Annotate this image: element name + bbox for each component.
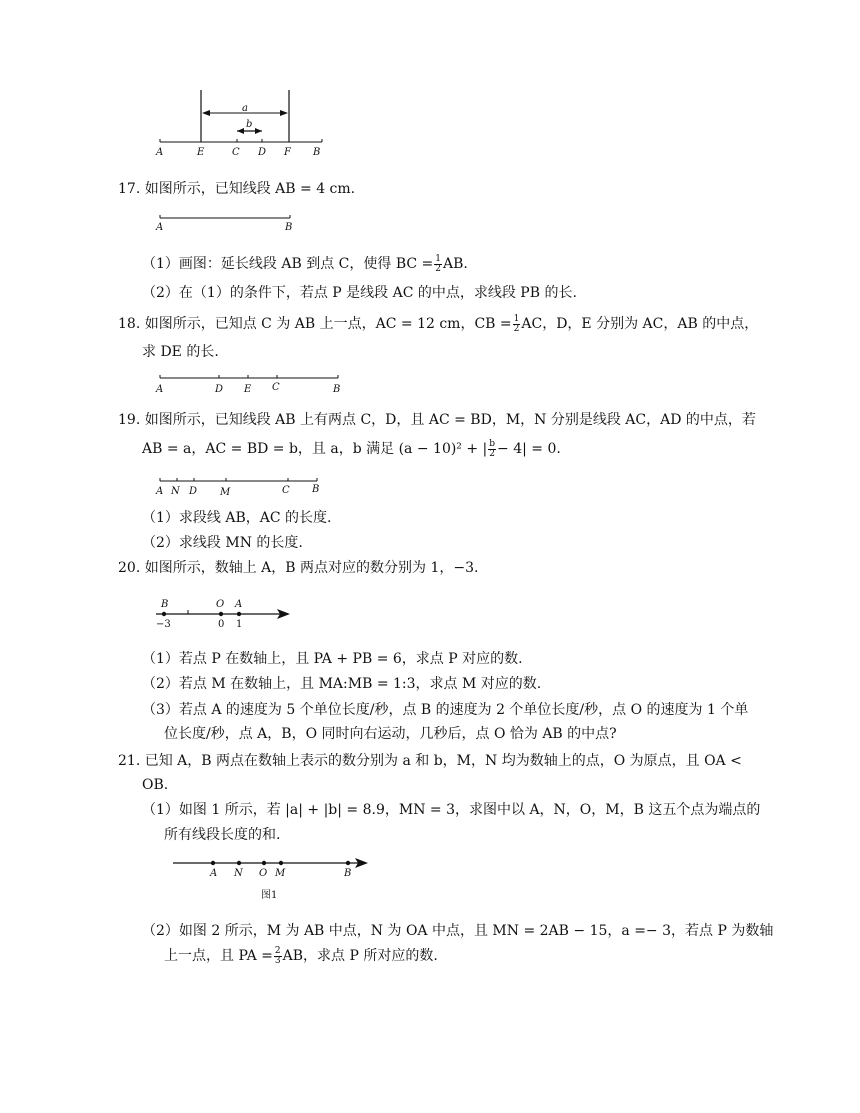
q21-label-B: B xyxy=(344,868,352,879)
q20-part1: （1）若点 P 在数轴上，且 PA + PB = 6，求点 P 对应的数. xyxy=(142,651,523,667)
q21-label-A: A xyxy=(210,868,218,879)
q21-label-N: N xyxy=(234,868,243,879)
label-D: D xyxy=(258,147,267,158)
q20-part3a: （3）若点 A 的速度为 5 个单位长度/秒，点 B 的速度为 2 个单位长度/秒，点 O 的速度为 1 个单 xyxy=(142,702,749,718)
q21-part1a: （1）如图 1 所示，若 |a| + |b| = 8.9，MN = 3，求图中以 A，N，O，M，B 这五个点为端点的 xyxy=(142,802,761,818)
label-a: a xyxy=(242,103,248,114)
q17-figure xyxy=(150,210,300,235)
q21-figure-caption: 图1 xyxy=(261,890,278,901)
q21-figure1 xyxy=(165,852,375,902)
q18-stem2: 求 DE 的长. xyxy=(142,344,219,360)
q19-label-A: A xyxy=(156,486,164,497)
q21-stem1: 21. 已知 A，B 两点在数轴上表示的数分别为 a 和 b，M，N 均为数轴上的点，O 为原点，且 OA < xyxy=(118,753,742,769)
q21-part2a: （2）如图 2 所示，M 为 AB 中点，N 为 OA 中点，且 MN = 2AB − 15，a =− 3，若点 P 为数轴 xyxy=(142,923,774,939)
q20-label-O: O xyxy=(216,599,225,610)
q18-label-B: B xyxy=(333,384,341,395)
q20-label-B: B xyxy=(161,599,169,610)
q19-label-B: B xyxy=(312,484,320,495)
q20-label-A: A xyxy=(235,599,243,610)
label-B: B xyxy=(313,147,321,158)
q19-stem2: AB = a，AC = BD = b，且 a，b 满足 (a − 10)² + | $\frac{b}{2}$ − 4| = 0. xyxy=(142,438,561,459)
label-C: C xyxy=(232,147,240,158)
q19-part1: （1）求段线 AB，AC 的长度. xyxy=(142,510,332,526)
q20-part2: （2）若点 M 在数轴上，且 MA:MB = 1:3，求点 M 对应的数. xyxy=(142,676,542,692)
q19-label-M: M xyxy=(220,487,231,498)
q21-stem2: OB. xyxy=(142,777,169,793)
q18-label-A: A xyxy=(156,384,164,395)
q18-figure xyxy=(150,370,350,398)
q21-part2b: 上一点，且 PA = $\frac{2}{3}$ AB，求点 P 所对应的数. xyxy=(164,945,438,966)
q21-label-O: O xyxy=(259,868,268,879)
q17-part2: （2）在（1）的条件下，若点 P 是线段 AC 的中点，求线段 PB 的长. xyxy=(142,285,577,301)
q20-number-line xyxy=(150,593,295,633)
q19-figure xyxy=(150,473,330,501)
q18-label-E: E xyxy=(244,384,252,395)
q19-label-C: C xyxy=(282,485,290,496)
label-F: F xyxy=(284,147,291,158)
q19-label-N: N xyxy=(171,486,180,497)
q19-part2: （2）求线段 MN 的长度. xyxy=(142,535,303,551)
q17-stem: 17. 如图所示，已知线段 AB = 4 cm. xyxy=(118,181,356,197)
q17-label-A: A xyxy=(156,222,164,233)
q20-num-minus3: −3 xyxy=(156,619,171,630)
q21-part1b: 所有线段长度的和. xyxy=(164,827,281,843)
label-b: b xyxy=(246,119,253,130)
q21-label-M: M xyxy=(275,868,286,879)
q20-part3b: 位长度/秒，点 A，B，O 同时向右运动，几秒后，点 O 恰为 AB 的中点? xyxy=(164,726,617,742)
q20-stem: 20. 如图所示，数轴上 A，B 两点对应的数分别为 1，−3. xyxy=(118,560,479,576)
q17-part1: （1）画图：延长线段 AB 到点 C，使得 BC = $\frac{1}{2}$ AB. xyxy=(142,253,468,274)
q18-stem: 18. 如图所示，已知点 C 为 AB 上一点，AC = 12 cm，CB = $\frac{1}{2}$ AC，D，E 分别为 AC，AB 的中点， xyxy=(118,313,759,334)
q18-label-C: C xyxy=(272,382,280,393)
label-E: E xyxy=(197,147,205,158)
q20-num-0: 0 xyxy=(218,619,225,630)
q17-label-B: B xyxy=(285,222,293,233)
q18-label-D: D xyxy=(215,384,224,395)
q19-stem1: 19. 如图所示，已知线段 AB 上有两点 C，D，且 AC = BD，M，N 分别是线段 AC，AD 的中点，若 xyxy=(118,412,756,428)
top-segment-figure xyxy=(150,85,340,165)
label-A: A xyxy=(156,147,164,158)
q19-label-D: D xyxy=(189,486,198,497)
q20-num-1: 1 xyxy=(236,619,243,630)
